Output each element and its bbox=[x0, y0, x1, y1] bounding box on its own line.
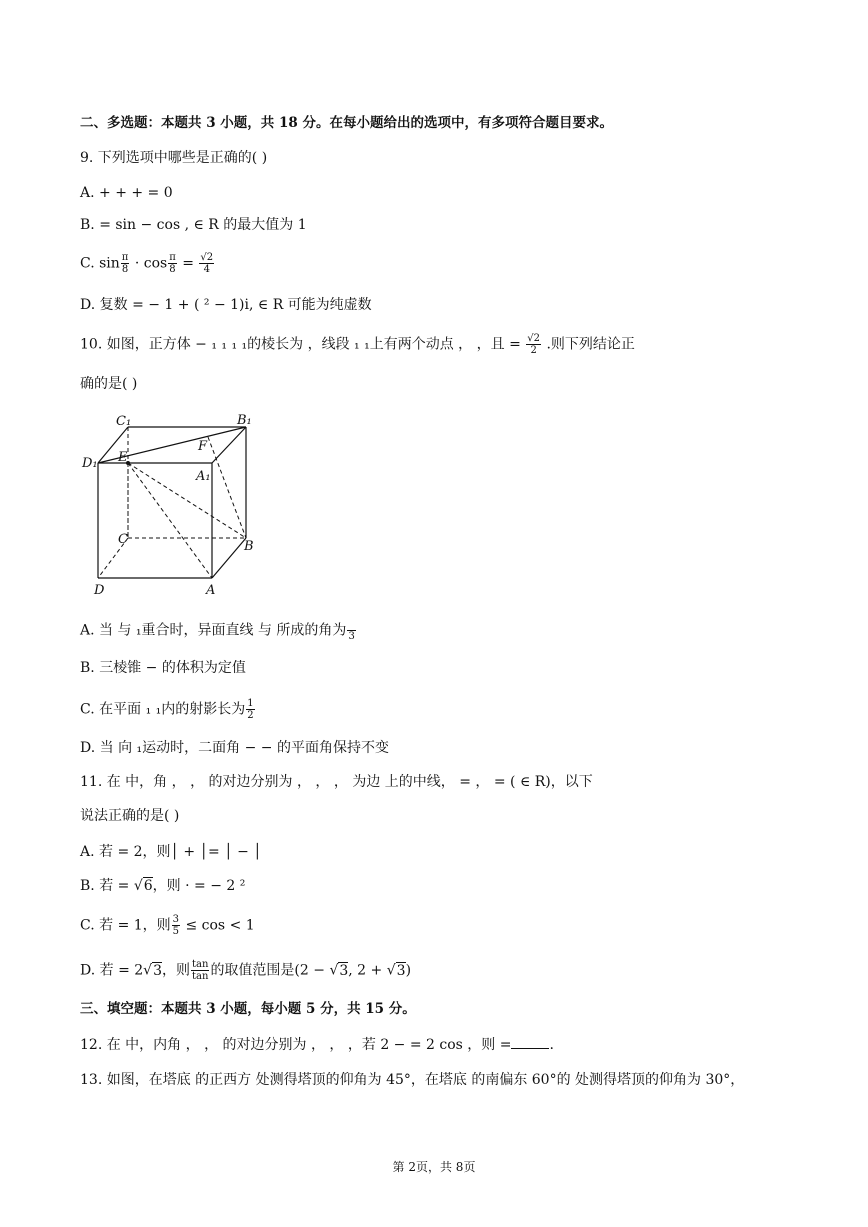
fraction: 3 bbox=[347, 619, 355, 642]
label-f: F bbox=[198, 439, 208, 454]
radical: 3 bbox=[153, 962, 163, 979]
q11-stem-1: 11. 在 中，角 ， ， 的对边分别为 ， ， ， 为边 上的中线， = ， = ( ∈ R)，以下 bbox=[80, 774, 593, 790]
fraction: $\frac{\pi}{8}$ bbox=[121, 252, 129, 275]
fraction: $\frac{\pi}{8}$ bbox=[169, 252, 176, 275]
q9-c-text: C. sin bbox=[80, 255, 120, 272]
answer-blank[interactable] bbox=[511, 1034, 549, 1049]
page-footer: 第 2页，共 8页 bbox=[392, 1160, 476, 1174]
q11-c-text: C. 若 = 1，则 bbox=[80, 917, 171, 934]
q11-option-b: B. 若 = √6，则 · = − 2 ² bbox=[80, 878, 246, 894]
q11-d-text: , 2 + bbox=[348, 962, 387, 979]
q10-option-d: D. 当 向 ₁运动时，二面角 − − 的平面角保持不变 bbox=[80, 740, 389, 756]
label-a: A bbox=[206, 583, 216, 598]
label-c: C bbox=[118, 532, 128, 547]
q13-text: 13. 如图，在塔底 的正西方 处测得塔顶的仰角为 45°，在塔底 的南偏东 60°的 处测得塔顶的仰角为 30°， bbox=[80, 1072, 745, 1088]
fraction: $\frac{3}{5}$ bbox=[172, 914, 180, 937]
q11-option-a: A. 若 = 2，则│ + │= │ − │ bbox=[80, 844, 262, 860]
q11-c-text: ≤ cos < 1 bbox=[181, 917, 255, 934]
q10-c-text: C. 在平面 ₁ ₁内的射影长为 bbox=[80, 701, 246, 718]
label-e: E bbox=[118, 450, 128, 465]
label-d1: D₁ bbox=[82, 456, 98, 471]
q12-stem: 12. 在 中，内角 ， ， 的对边分别为 ， ， ，若 2 − = 2 cos ，则 = bbox=[80, 1037, 512, 1053]
q11-d-text: ，则 bbox=[162, 962, 191, 979]
q10-option-c bbox=[80, 698, 256, 721]
q9-option-a: A. + + + = 0 bbox=[80, 185, 173, 201]
radical: 3 bbox=[396, 962, 406, 979]
q11-stem-2: 说法正确的是( ) bbox=[80, 808, 180, 824]
q11-option-c bbox=[80, 914, 255, 937]
q11-b-text: ，则 · = − 2 ² bbox=[152, 878, 246, 894]
q10-a-text: A. 当 与 ₁重合时，异面直线 与 所成的角为 bbox=[80, 622, 347, 639]
radical: 3 bbox=[339, 962, 349, 979]
q9-c-text: = bbox=[177, 255, 199, 272]
section-2-title: 二、多选题：本题共 3 小题，共 18 分。在每小题给出的选项中，有多项符合题目要求。 bbox=[80, 115, 613, 131]
q11-b-text: B. 若 = bbox=[80, 878, 134, 894]
radical: 6 bbox=[143, 878, 153, 894]
q9-stem: 9. 下列选项中哪些是正确的( ) bbox=[80, 150, 268, 166]
q9-option-c bbox=[80, 252, 215, 275]
q10-stem-1 bbox=[80, 333, 635, 356]
label-b1: B₁ bbox=[237, 413, 252, 428]
fraction: $\frac{\tan}{\tan}$ bbox=[192, 959, 209, 982]
cube-figure bbox=[80, 410, 270, 600]
q10-option-b: B. 三棱锥 − 的体积为定值 bbox=[80, 660, 246, 676]
q11-d-text: ) bbox=[405, 962, 412, 979]
fraction: $\frac{1}{2}$ bbox=[247, 698, 254, 721]
q12-end: . bbox=[549, 1037, 554, 1053]
q9-option-b: B. = sin − cos , ∈ R 的最大值为 1 bbox=[80, 217, 307, 233]
q9-c-text: · cos bbox=[130, 255, 168, 272]
label-b: B bbox=[244, 539, 254, 554]
q10-text: 10. 如图，正方体 − ₁ ₁ ₁ ₁的棱长为 ，线段 ₁ ₁上有两个动点 ， ，且 = bbox=[80, 336, 526, 353]
label-d: D bbox=[94, 583, 105, 598]
q10-option-a bbox=[80, 619, 357, 642]
fraction: $\frac{√2}{2}$ bbox=[527, 333, 540, 356]
label-a1: A₁ bbox=[196, 469, 211, 484]
q9-option-d: D. 复数 = − 1 + ( ² − 1)i, ∈ R 可能为纯虚数 bbox=[80, 297, 372, 313]
section-3-title: 三、填空题：本题共 3 小题，每小题 5 分，共 15 分。 bbox=[80, 1001, 416, 1017]
q12-text bbox=[80, 1034, 554, 1055]
q11-d-text: D. 若 = 2 bbox=[80, 962, 144, 979]
label-c1: C₁ bbox=[116, 414, 132, 429]
fraction: $\frac{√2}{4}$ bbox=[200, 252, 214, 275]
q11-option-d: D. 若 = 2√3，则 $\frac{\tan}{\tan}$ 的取值范围是(2 − √3, 2 + √3) bbox=[80, 959, 412, 982]
q11-d-text: 的取值范围是(2 − bbox=[210, 962, 330, 979]
q10-text: .则下列结论正 bbox=[542, 336, 635, 353]
q10-stem-2: 确的是( ) bbox=[80, 376, 138, 392]
